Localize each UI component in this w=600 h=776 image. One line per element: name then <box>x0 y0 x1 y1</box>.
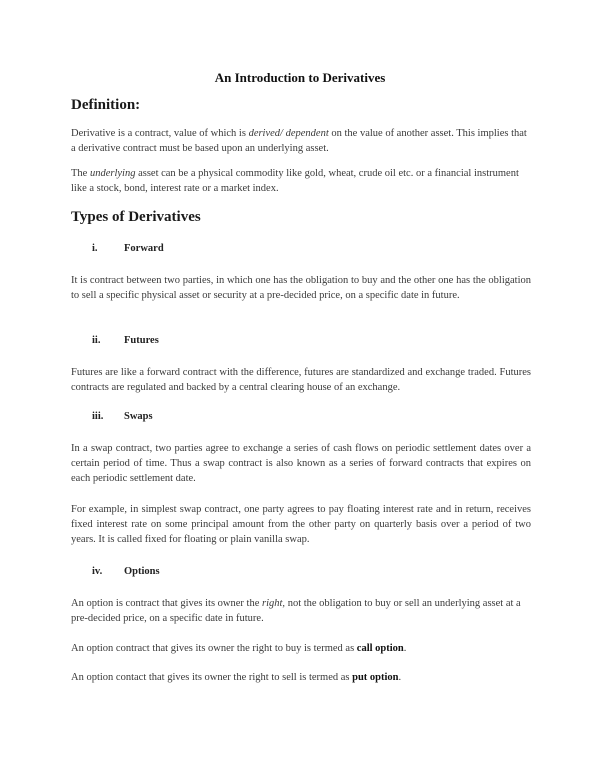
text-segment: asset can be a physical commodity like gold, wheat, crude oil etc. or a financial instrument like a stock, bond, interest rate or a market index. <box>71 168 519 194</box>
subheading-label: Swaps <box>124 411 153 422</box>
text-segment: The <box>71 168 90 179</box>
bold-term: put option <box>352 672 399 683</box>
list-number: iv. <box>92 566 103 577</box>
definition-paragraph-1 <box>71 126 531 156</box>
definition-paragraph-2 <box>71 166 531 196</box>
forward-paragraph: It is contract between two parties, in which one has the obligation to buy and the other one has the obligation to sell a specific physical asset or security at a pre-decided price, on a specific date in future. <box>71 275 531 301</box>
subheading-label: Forward <box>124 243 164 254</box>
text-segment: Derivative is a contract, value of which is <box>71 128 249 139</box>
emphasized-term: derived/ dependent <box>248 128 329 139</box>
swaps-paragraph-2: For example, in simplest swap contract, one party agrees to pay floating interest rate and in return, receives fixed interest rate on some principal amount from the other party on quarterly basis over a period of two years. It is called fixed for floating or plain vanilla swap. <box>71 504 531 545</box>
list-number: iii. <box>92 411 104 422</box>
bold-term: call option <box>356 643 404 654</box>
definition-heading: Definition: <box>71 97 141 113</box>
emphasized-term: underlying <box>89 168 136 179</box>
text-segment: An option contact that gives its owner the right to sell is termed as <box>71 672 353 683</box>
subheading-swaps <box>92 411 153 422</box>
options-paragraph-1 <box>71 596 531 626</box>
text-segment: not the obligation to buy or sell an underlying asset at a pre-decided price, on a specific date in future. <box>71 598 521 624</box>
options-paragraph-3 <box>71 670 531 685</box>
options-paragraph-2 <box>71 641 531 656</box>
list-number: i. <box>92 243 98 254</box>
subheading-forward <box>92 243 164 254</box>
swaps-paragraph-1: In a swap contract, two parties agree to exchange a series of cash flows on periodic settlement dates over a certain period of time. Thus a swap contract is also known as a series of forward contracts that expires on each periodic settlement date. <box>71 443 531 484</box>
subheading-options <box>92 566 160 577</box>
text-segment: . <box>403 643 407 654</box>
text-segment: . <box>398 672 402 683</box>
subheading-label: Options <box>124 566 160 577</box>
futures-paragraph: Futures are like a forward contract with the difference, futures are standardized and exchange traded. Futures contracts are regulated and backed by a central clearing house of an exchange. <box>71 367 531 393</box>
subheading-futures <box>92 335 159 346</box>
text-segment: An option contract that gives its owner the right to buy is termed as <box>71 643 357 654</box>
text-segment: An option is contract that gives its owner the <box>71 598 263 609</box>
text-segment: on the value of another asset. This implies that a derivative contract must be based upon an underlying asset. <box>71 128 527 154</box>
types-heading: Types of Derivatives <box>71 209 201 225</box>
subheading-label: Futures <box>124 335 159 346</box>
list-number: ii. <box>92 335 101 346</box>
emphasized-term: right, <box>262 598 286 609</box>
document-title: An Introduction to Derivatives <box>214 70 386 85</box>
